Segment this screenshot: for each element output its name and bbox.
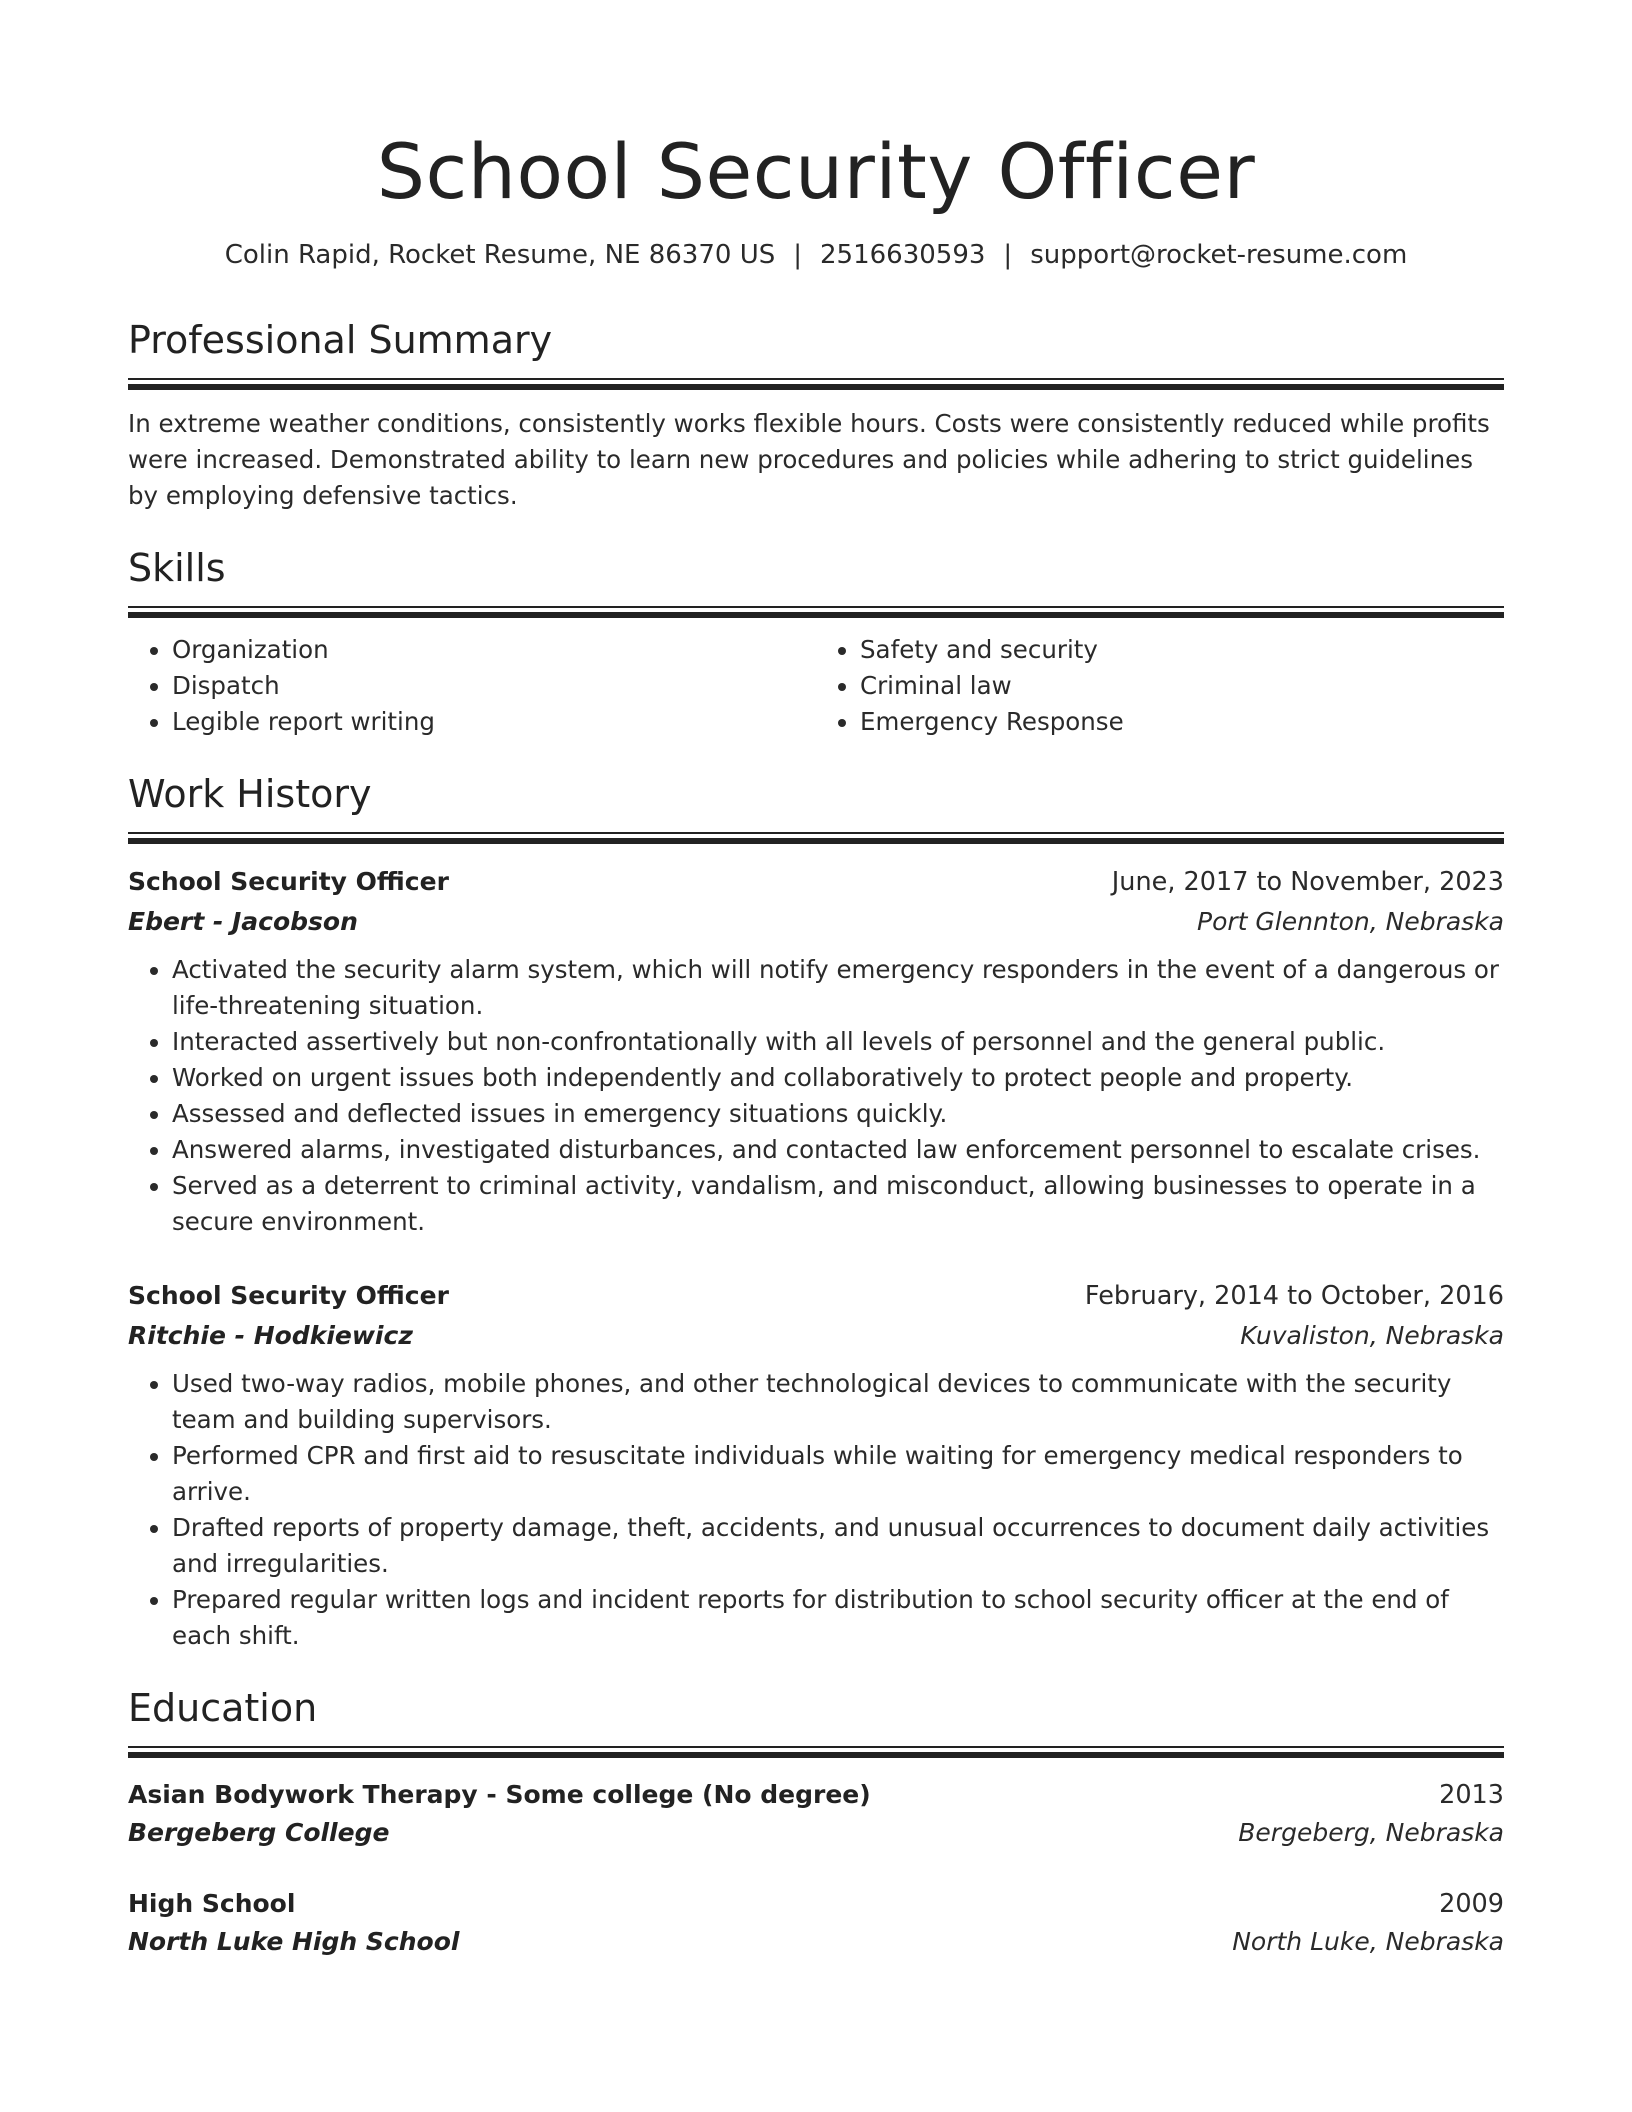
skill-item: • Criminal law: [860, 668, 1504, 704]
skill-item: • Emergency Response: [860, 704, 1504, 740]
summary-section: [128, 316, 1504, 514]
job-dates: June, 2017 to November, 2023: [1111, 867, 1504, 897]
section-divider: [128, 378, 1504, 390]
section-divider: [128, 606, 1504, 618]
contact-email: support@rocket-resume.com: [1030, 240, 1408, 270]
job-bullet: • Drafted reports of property damage, theft, accidents, and unusual occurrences to document daily activities and irregularities.: [172, 1510, 1504, 1582]
job-bullets: [128, 952, 1504, 1240]
job-bullet: • Answered alarms, investigated disturbances, and contacted law enforcement personnel to escalate crises.: [172, 1132, 1504, 1168]
education-year: 2009: [1439, 1889, 1504, 1919]
education-entry: [128, 1776, 1504, 1851]
job-bullet: • Activated the security alarm system, which will notify emergency responders in the event of a dangerous or life-threatening situation.: [172, 952, 1504, 1024]
job-entry: [128, 1276, 1504, 1654]
job-bullets: [128, 1366, 1504, 1654]
job-location: Port Glennton, Nebraska: [1197, 907, 1504, 936]
education-school-row: [128, 1923, 1504, 1960]
section-heading-education: Education: [128, 1686, 318, 1730]
skill-item: • Legible report writing: [172, 704, 816, 740]
resume-title: School Security Officer: [376, 127, 1256, 216]
section-divider: [128, 1746, 1504, 1758]
job-company-row: [128, 902, 1504, 942]
job-header-row: [128, 1276, 1504, 1316]
job-entry: [128, 862, 1504, 1240]
skills-list-right: [816, 632, 1504, 740]
education-school-row: [128, 1814, 1504, 1851]
education-section: [128, 1684, 1504, 1960]
skill-item: • Dispatch: [172, 668, 816, 704]
education-location: Bergeberg, Nebraska: [1238, 1818, 1504, 1847]
skill-item: • Safety and security: [860, 632, 1504, 668]
job-header-row: [128, 862, 1504, 902]
job-title: School Security Officer: [128, 1281, 449, 1310]
section-heading-skills: Skills: [128, 546, 226, 590]
education-year: 2013: [1439, 1780, 1504, 1810]
contact-separator: |: [793, 240, 802, 270]
section-heading-summary: Professional Summary: [128, 318, 553, 362]
job-bullet: • Served as a deterrent to criminal activity, vandalism, and misconduct, allowing businesses to operate in a secure environment.: [172, 1168, 1504, 1240]
job-bullet: • Prepared regular written logs and incident reports for distribution to school security officer at the end of each shift.: [172, 1582, 1504, 1654]
skills-list-left: [128, 632, 816, 740]
education-entry: [128, 1885, 1504, 1960]
skill-item: • Organization: [172, 632, 816, 668]
education-school: North Luke High School: [128, 1927, 460, 1956]
work-history-section: [128, 770, 1504, 1654]
education-header-row: [128, 1885, 1504, 1923]
job-company: Ebert - Jacobson: [128, 907, 358, 936]
section-divider: [128, 832, 1504, 844]
job-title: School Security Officer: [128, 867, 449, 896]
job-bullet: • Interacted assertively but non-confrontationally with all levels of personnel and the general public.: [172, 1024, 1504, 1060]
contact-line: [128, 238, 1504, 272]
summary-text: In extreme weather conditions, consistently works flexible hours. Costs were consistently reduced while profits were increased. Demonstrated ability to learn new procedures and policies while adhering to strict guidelines by employing defensive tactics.: [128, 409, 1490, 510]
education-degree: High School: [128, 1889, 296, 1918]
education-header-row: [128, 1776, 1504, 1814]
job-bullet: • Performed CPR and first aid to resuscitate individuals while waiting for emergency medical responders to arrive.: [172, 1438, 1504, 1510]
education-degree: Asian Bodywork Therapy - Some college (No degree): [128, 1780, 871, 1809]
job-location: Kuvaliston, Nebraska: [1240, 1321, 1504, 1350]
job-dates: February, 2014 to October, 2016: [1084, 1281, 1504, 1311]
contact-phone: 2516630593: [820, 240, 986, 270]
contact-separator: |: [1003, 240, 1013, 270]
contact-address: Colin Rapid, Rocket Resume, NE 86370 US: [224, 240, 776, 270]
section-heading-work: Work History: [128, 772, 372, 816]
skills-columns: [128, 632, 1504, 740]
education-school: Bergeberg College: [128, 1818, 390, 1847]
job-bullet: • Used two-way radios, mobile phones, and other technological devices to communicate with the security team and building supervisors.: [172, 1366, 1504, 1438]
job-bullet: • Worked on urgent issues both independently and collaboratively to protect people and property.: [172, 1060, 1504, 1096]
education-location: North Luke, Nebraska: [1232, 1927, 1504, 1956]
job-company-row: [128, 1316, 1504, 1356]
job-company: Ritchie - Hodkiewicz: [128, 1321, 413, 1350]
job-bullet: • Assessed and deflected issues in emergency situations quickly.: [172, 1096, 1504, 1132]
skills-section: [128, 544, 1504, 740]
